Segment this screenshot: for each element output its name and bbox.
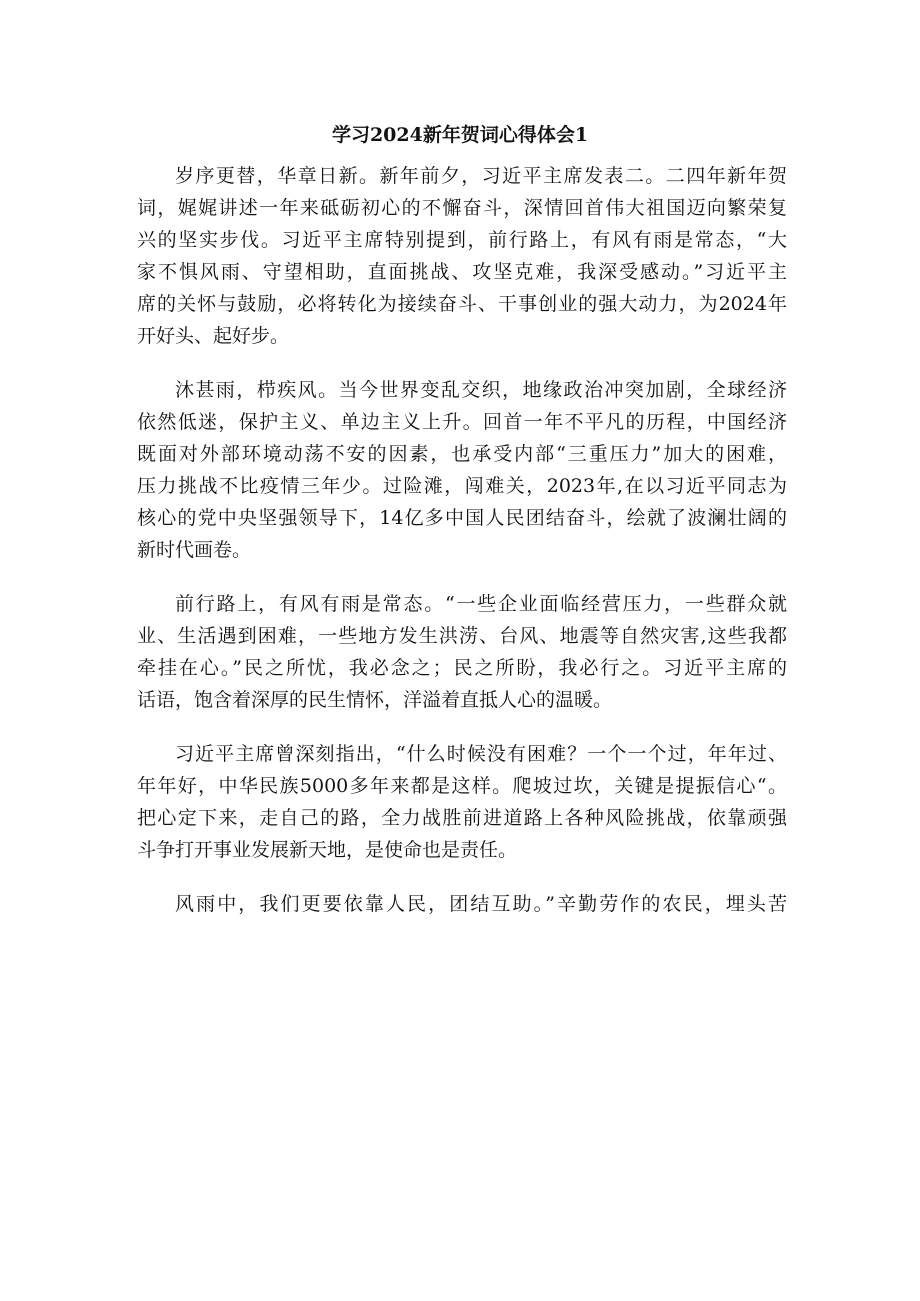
text-line: 话语，饱含着深厚的民生情怀，洋溢着直抵人心的温暖。 bbox=[137, 689, 613, 711]
text-line: 前行路上，有风有雨是常态。“一些企业面临经营压力，一些群众就 bbox=[175, 593, 787, 615]
text-line: 斗争打开事业发展新天地，是使命也是责任。 bbox=[137, 839, 518, 861]
text-line: 年年好，中华民族5000多年来都是这样。爬坡过坎，关键是提振信心“。 bbox=[137, 775, 787, 797]
text-line: 岁序更替，华章日新。新年前夕，习近平主席发表二。二四年新年贺 bbox=[175, 165, 787, 187]
text-line: 新时代画卷。 bbox=[137, 539, 252, 561]
text-line: 压力挑战不比疫情三年少。过险滩，闯难关，2023年,在以习近平同志为 bbox=[137, 475, 787, 497]
paragraph-4 bbox=[137, 738, 787, 866]
document-title: 学习2024新年贺词心得体会1 bbox=[331, 124, 589, 146]
paragraph-5 bbox=[137, 888, 787, 920]
text-line: 业、生活遇到困难，一些地方发生洪涝、台风、地震等自然灾害,这些我都 bbox=[137, 625, 787, 647]
text-line: 词，娓娓讲述一年来砥砺初心的不懈奋斗，深情回首伟大祖国迈向繁荣复 bbox=[137, 197, 787, 219]
text-line: 席的关怀与鼓励，必将转化为接续奋斗、干事创业的强大动力，为2024年 bbox=[137, 293, 787, 315]
text-line: 兴的坚实步伐。习近平主席特别提到，前行路上，有风有雨是常态，“大 bbox=[137, 229, 787, 251]
text-line: 开好头、起好步。 bbox=[137, 325, 290, 347]
paragraph-3 bbox=[137, 588, 787, 716]
text-line: 牵挂在心。”民之所忧，我必念之；民之所盼，我必行之。习近平主席的 bbox=[137, 657, 787, 679]
text-line: 核心的党中央坚强领导下，14亿多中国人民团结奋斗，绘就了波澜壮阔的 bbox=[137, 507, 787, 529]
text-line: 家不惧风雨、守望相助，直面挑战、攻坚克难，我深受感动。”习近平主 bbox=[137, 261, 787, 283]
text-line: 既面对外部环境动荡不安的因素，也承受内部“三重压力”加大的困难， bbox=[137, 443, 787, 465]
text-line: 沐甚雨，栉疾风。当今世界变乱交织，地缘政治冲突加剧，全球经济 bbox=[175, 379, 787, 401]
text-line: 依然低迷，保护主义、单边主义上升。回首一年不平凡的历程，中国经济 bbox=[137, 411, 787, 433]
document-body bbox=[137, 160, 787, 942]
paragraph-2 bbox=[137, 374, 787, 566]
text-line: 风雨中，我们更要依靠人民，团结互助。”辛勤劳作的农民，埋头苦 bbox=[175, 893, 787, 915]
text-line: 习近平主席曾深刻指出，“什么时候没有困难？一个一个过，年年过、 bbox=[175, 743, 787, 765]
text-line: 把心定下来，走自己的路，全力战胜前进道路上各种风险挑战，依靠顽强 bbox=[137, 807, 787, 829]
paragraph-1 bbox=[137, 160, 787, 352]
